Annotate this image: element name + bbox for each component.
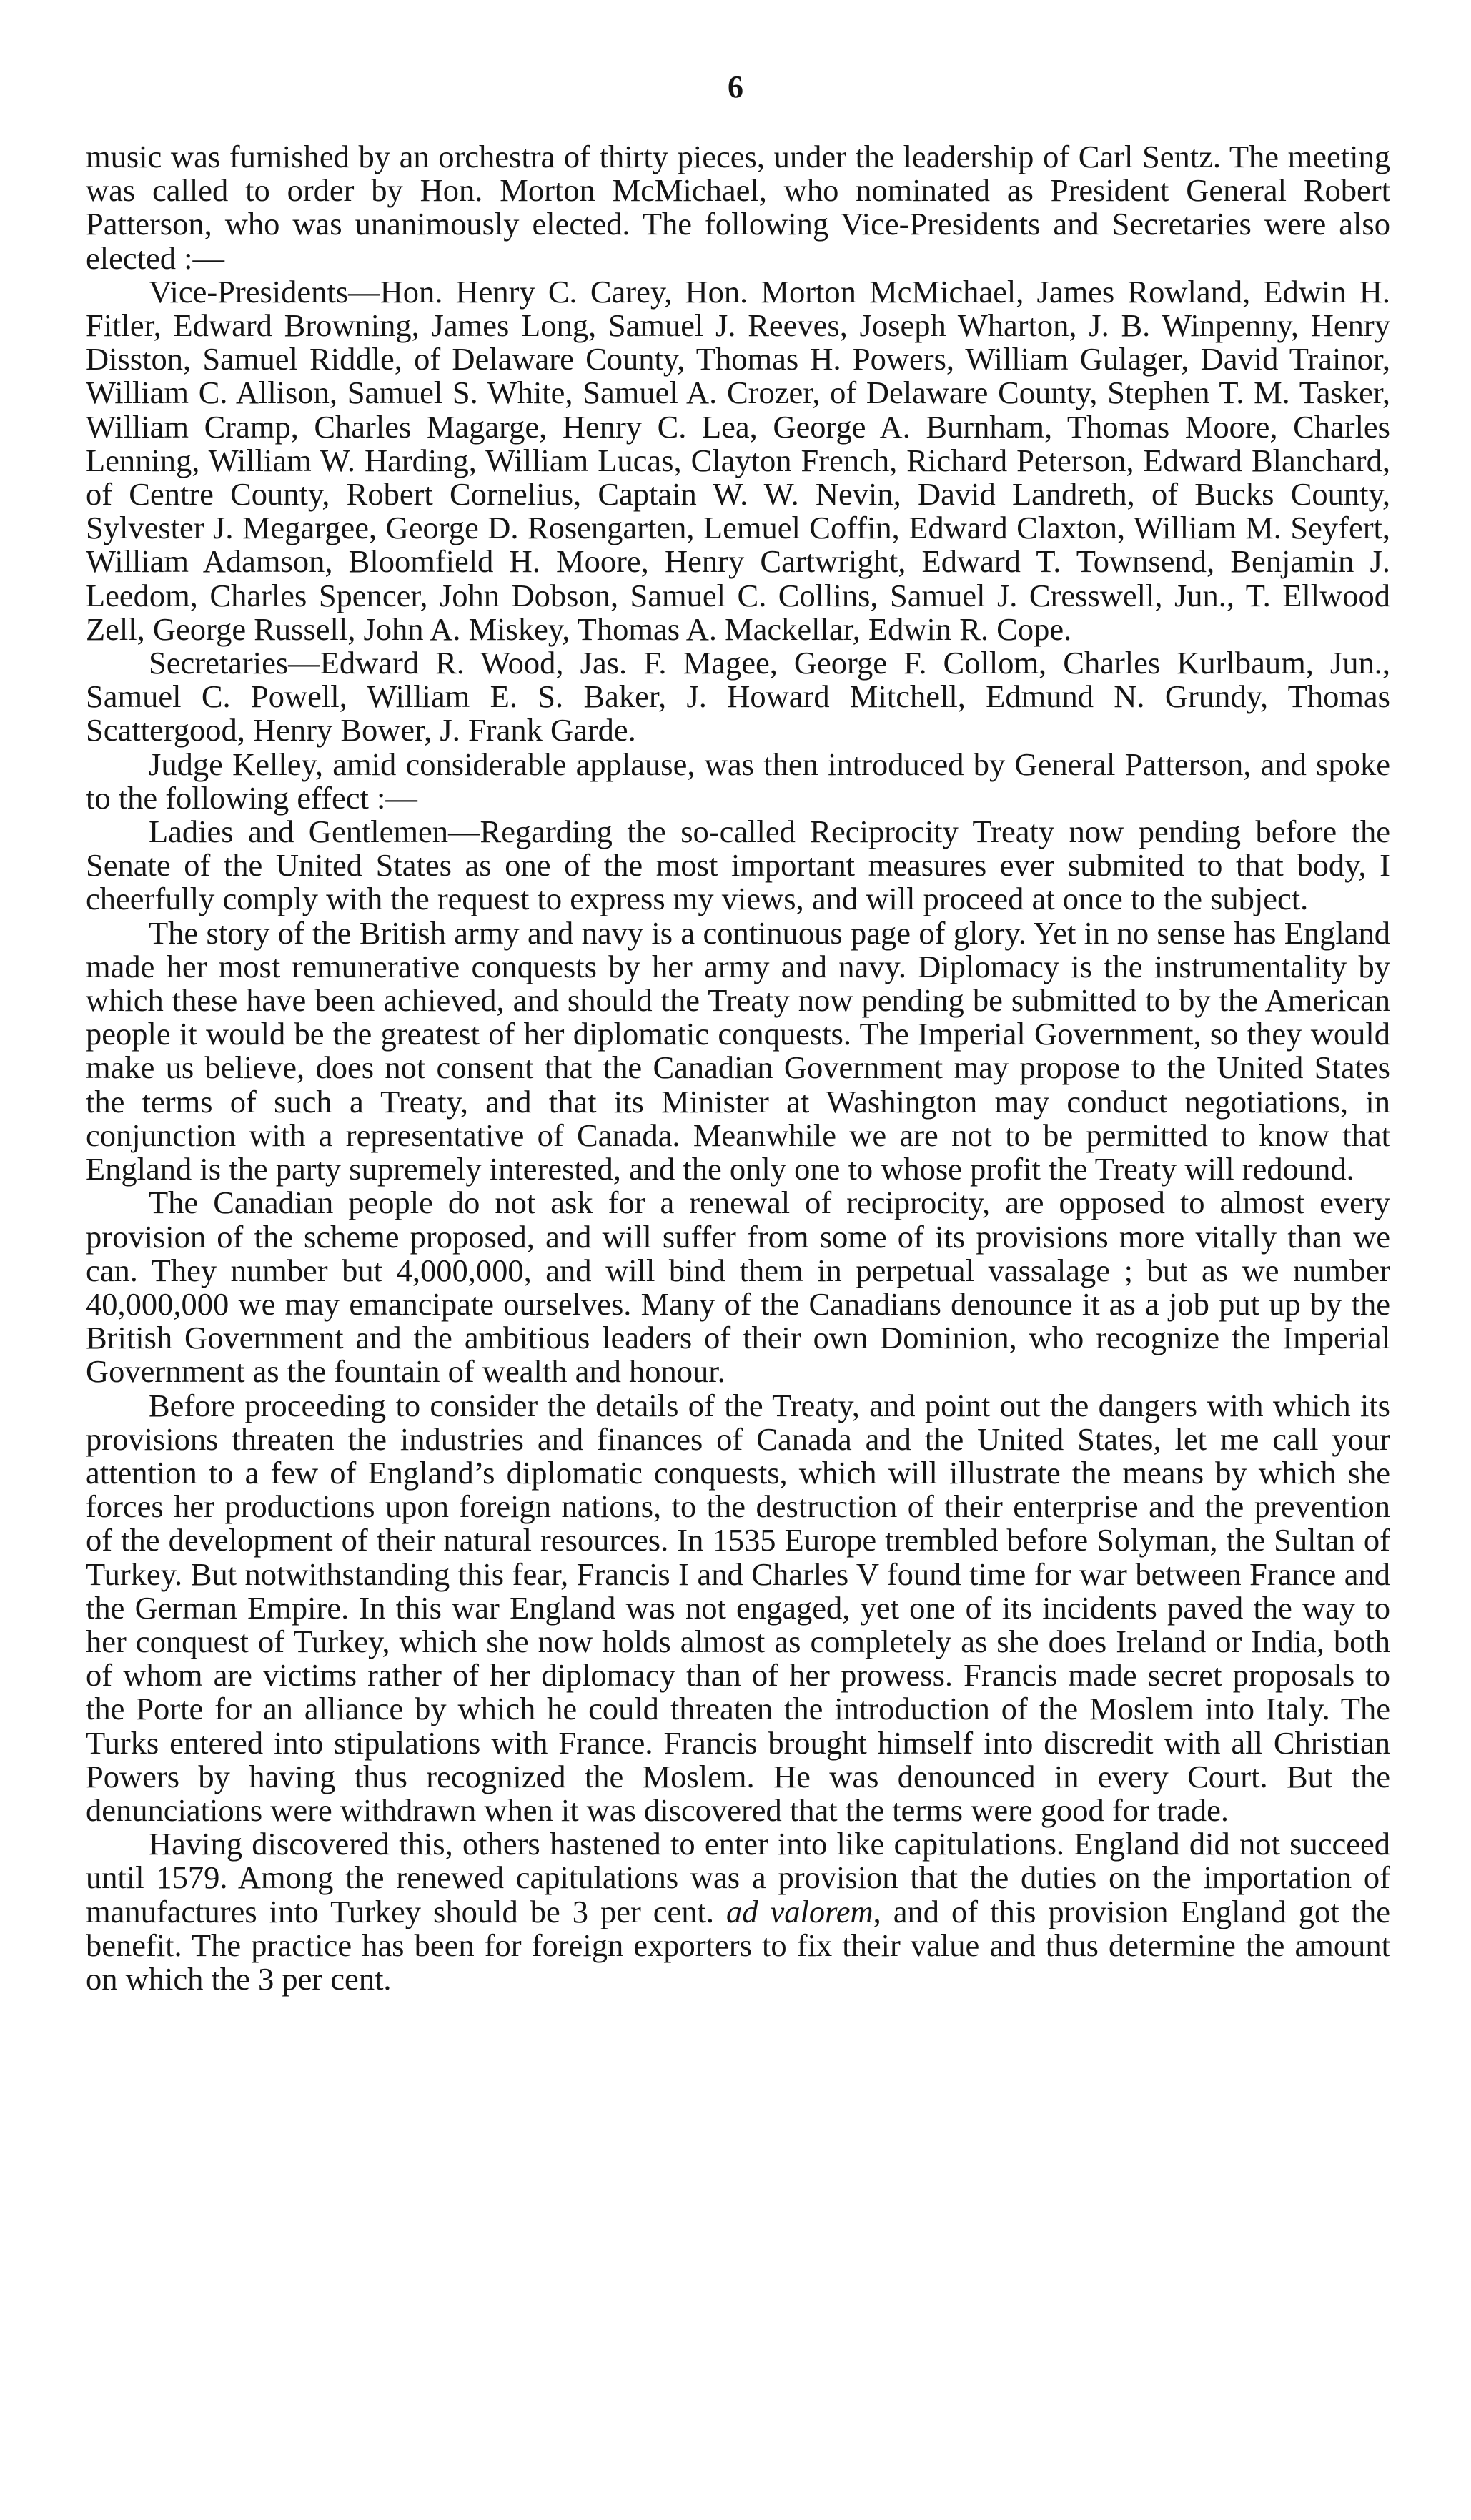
paragraph-address-opening: Ladies and Gentlemen—Regarding the so-called Reciprocity Treaty now pending before the Senate of the United States as one of the most important measures ever submited to that body, I cheerfully comply with the request to express my views, and will proceed at once to the subject. (86, 814, 1390, 917)
paragraph-opening: music was furnished by an orchestra of thirty pieces, under the leadership of Carl Sentz. The meeting was called to order by Hon. Morton McMichael, who nominated as President General Robert Patterson, who was unanimously elected. The following Vice-Presidents and Secretaries were also elected :— (86, 139, 1390, 276)
page-number: 6 (728, 69, 743, 104)
italic-phrase: ad valorem (726, 1893, 873, 1929)
paragraph-secretaries: Secretaries—Edward R. Wood, Jas. F. Magee, George F. Collom, Charles Kurlbaum, Jun., Samuel C. Powell, William E. S. Baker, J. Howard Mitchell, Edmund N. Grundy, Thomas Scattergood, Henry Bower, J. Frank Garde. (86, 645, 1390, 748)
paragraph-diplomatic-conquests: Before proceeding to consider the details of the Treaty, and point out the dangers with which its provisions threaten the industries and finances of Canada and the United States, let me call your attention to a few of England’s diplomatic conquests, which will illustrate the means by which she forces her productions upon foreign nations, to the destruction of their enterprise and the prevention of the development of their natural resources. In 1535 Europe trembled before Solyman, the Sultan of Turkey. But notwithstanding this fear, Francis I and Charles V found time for war between France and the German Empire. In this war England was not engaged, yet one of its incidents paved the way to her conquest of Turkey, which she now holds almost as completely as she does Ireland or India, both of whom are victims rather of her diplomacy than of her prowess. Francis made secret proposals to the Porte for an alliance by which he could threaten the introduction of the Moslem into Italy. The Turks entered into stipulations with France. Francis brought himself into discredit with all Christian Powers by having thus recognized the Moslem. He was denounced in every Court. But the denunciations were withdrawn when it was discovered that the terms were good for trade. (86, 1387, 1390, 1828)
paragraph-vice-presidents: Vice-Presidents—Hon. Henry C. Carey, Hon. Morton McMichael, James Rowland, Edwin H. Fitler, Edward Browning, James Long, Samuel J. Reeves, Joseph Wharton, J. B. Winpenny, Henry Disston, Samuel Riddle, of Delaware County, Thomas H. Powers, William Gulager, David Trainor, William C. Allison, Samuel S. White, Samuel A. Crozer, of Delaware County, Stephen T. M. Tasker, William Cramp, Charles Magarge, Henry C. Lea, George A. Burnham, Thomas Moore, Charles Lenning, William W. Harding, William Lucas, Clayton French, Richard Peterson, Edward Blanchard, of Centre County, Robert Cornelius, Captain W. W. Nevin, David Landreth, of Bucks County, Sylvester J. Megargee, George D. Rosengarten, Lemuel Coffin, Edward Claxton, William M. Seyfert, William Adamson, Bloomfield H. Moore, Henry Cartwright, Edward T. Townsend, Benjamin J. Leedom, Charles Spencer, John Dobson, Samuel C. Collins, Samuel J. Cresswell, Jun., T. Ellwood Zell, George Russell, John A. Miskey, Thomas A. Mackellar, Edwin R. Cope. (86, 273, 1390, 647)
paragraph-canadian-people: The Canadian people do not ask for a renewal of reciprocity, are opposed to almost every provision of the scheme proposed, and will suffer from some of its provisions more vitally than we can. They number but 4,000,000, and will bind them in perpetual vassalage ; but as we number 40,000,000 we may emancipate ourselves. Many of the Canadians denounce it as a job put up by the British Government and the ambitious leaders of their own Dominion, who recognize the Imperial Government as the fountain of wealth and honour. (86, 1185, 1390, 1390)
paragraph-british-diplomacy: The story of the British army and navy is a continuous page of glory. Yet in no sense has England made her most remunerative conquests by her army and navy. Diplomacy is the instrumentality by which these have been achieved, and should the Treaty now pending be submitted to by the American people it would be the greatest of her diplomatic conquests. The Imperial Government, so they would make us believe, does not consent that the Canadian Government may propose to the United States the terms of such a Treaty, and that its Minister at Washington may conduct negotiations, in conjunction with a representative of Canada. Meanwhile we are not to be permitted to know that England is the party supremely interested, and the only one to whose profit the Treaty will redound. (86, 914, 1390, 1187)
paragraph-capitulations: Having discovered this, others hastened to enter into like capitulations. England did not succeed until 1579. Among the renewed capitulations was a provision that the duties on the importation of manufactures into Turkey should be 3 per cent. ad valorem, and of this provision England got the benefit. The practice has been for foreign exporters to fix their value and thus determine the amount on which the 3 per cent. (86, 1826, 1391, 1997)
paragraph-introduction: Judge Kelley, amid considerable applause, was then introduced by General Patterson, and spoke to the following effect :— (86, 746, 1390, 816)
body-text (86, 140, 1390, 1996)
